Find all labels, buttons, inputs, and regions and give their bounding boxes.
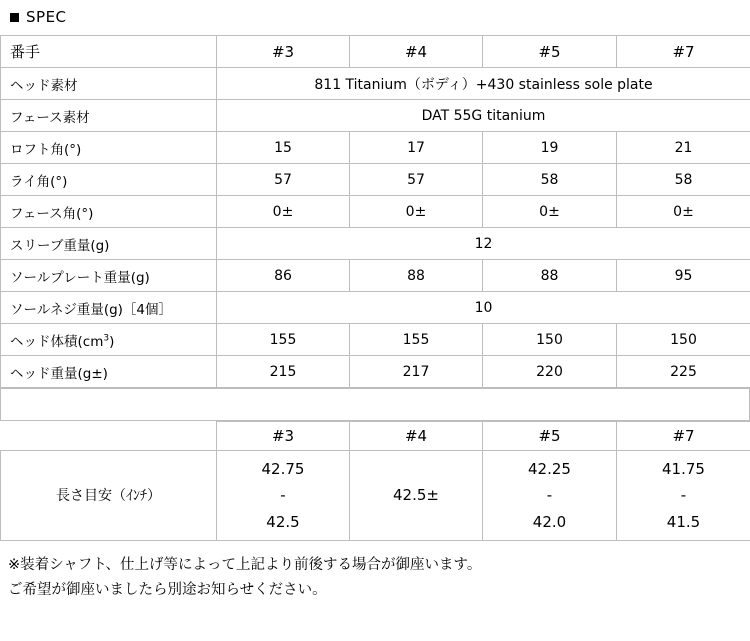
- length-header-row: [1, 422, 750, 451]
- row-label-superscript: 3: [103, 333, 110, 343]
- cell: 220: [483, 356, 617, 388]
- length-line: 42.0: [532, 512, 567, 531]
- row-label-tail: ): [109, 333, 115, 350]
- spacer: [1, 389, 750, 421]
- length-line: -: [546, 486, 553, 505]
- row-label: ロフト角(°): [1, 132, 217, 164]
- cell: 15: [217, 132, 350, 164]
- cell: 88: [350, 260, 483, 292]
- column-header-7: #7: [617, 36, 750, 68]
- row-label: [1, 324, 217, 356]
- length-cell-3: [217, 451, 350, 541]
- column-header-3: #3: [217, 36, 350, 68]
- cell: 88: [483, 260, 617, 292]
- column-header-label: 番手: [1, 36, 217, 68]
- length-line: 42.75: [261, 460, 305, 478]
- length-cell-7: [617, 451, 750, 541]
- cell: 58: [483, 164, 617, 196]
- row-label: フェース角(°): [1, 196, 217, 228]
- row-value-merged: DAT 55G titanium: [217, 100, 750, 132]
- length-line: 41.75: [662, 460, 705, 478]
- length-line: 41.5: [666, 512, 701, 531]
- table-row: [1, 68, 750, 100]
- note-line: ※装着シャフト、仕上げ等によって上記より前後する場合が御座います。: [8, 556, 482, 573]
- row-label-text: ヘッド体積(cm: [10, 333, 104, 350]
- row-label: ヘッド重量(g±): [1, 356, 217, 388]
- length-value-row: [1, 451, 750, 541]
- cell: 21: [617, 132, 750, 164]
- cell: 95: [617, 260, 750, 292]
- table-row: [1, 324, 750, 356]
- row-label: ソールプレート重量(g): [1, 260, 217, 292]
- note-line: ご希望が御座いましたら別途お知らせください。: [8, 582, 327, 599]
- row-label: フェース素材: [1, 100, 217, 132]
- table-row: [1, 292, 750, 324]
- cell: 19: [483, 132, 617, 164]
- cell: 57: [217, 164, 350, 196]
- cell: 58: [617, 164, 750, 196]
- length-column-header-3: #3: [217, 422, 350, 451]
- notes-section: [0, 541, 750, 604]
- spec-heading: [0, 0, 750, 35]
- table-row: [1, 164, 750, 196]
- cell: 150: [483, 324, 617, 356]
- column-header-4: #4: [350, 36, 483, 68]
- length-line: -: [680, 486, 687, 505]
- table-row: [1, 100, 750, 132]
- cell: 0±: [217, 196, 350, 228]
- length-line: 42.5±: [393, 486, 439, 505]
- page-title: SPEC: [26, 8, 67, 26]
- empty-corner-cell: [1, 422, 217, 451]
- cell: 150: [617, 324, 750, 356]
- table-row: [1, 260, 750, 292]
- square-marker-icon: [10, 13, 19, 22]
- cell: 57: [350, 164, 483, 196]
- cell: 0±: [483, 196, 617, 228]
- cell: 17: [350, 132, 483, 164]
- cell: 217: [350, 356, 483, 388]
- row-value-merged: 10: [217, 292, 750, 324]
- length-cell-4: [350, 451, 483, 541]
- length-table: [0, 421, 750, 541]
- length-line: -: [280, 486, 286, 505]
- column-header-5: #5: [483, 36, 617, 68]
- row-label: スリーブ重量(g): [1, 228, 217, 260]
- row-value-merged: 12: [217, 228, 750, 260]
- row-label: ライ角(°): [1, 164, 217, 196]
- length-column-header-5: #5: [483, 422, 617, 451]
- cell: 86: [217, 260, 350, 292]
- length-row-label: 長さ目安（ｲﾝﾁ）: [1, 451, 217, 541]
- table-gap: [0, 388, 750, 421]
- cell: 155: [350, 324, 483, 356]
- cell: 215: [217, 356, 350, 388]
- row-label: ヘッド素材: [1, 68, 217, 100]
- cell: 155: [217, 324, 350, 356]
- spec-table: [0, 35, 750, 388]
- cell: 225: [617, 356, 750, 388]
- table-row: [1, 228, 750, 260]
- row-label: ソールネジ重量(g)［4個］: [1, 292, 217, 324]
- row-value-merged: 811 Titanium（ボディ）+430 stainless sole plate: [217, 68, 750, 100]
- table-row: [1, 132, 750, 164]
- length-line: 42.5: [266, 512, 300, 531]
- table-row: [1, 196, 750, 228]
- table-row: [1, 356, 750, 388]
- length-cell-5: [483, 451, 617, 541]
- length-column-header-7: #7: [617, 422, 750, 451]
- length-line: 42.25: [528, 460, 571, 478]
- cell: 0±: [617, 196, 750, 228]
- cell: 0±: [350, 196, 483, 228]
- length-column-header-4: #4: [350, 422, 483, 451]
- table-header-row: [1, 36, 750, 68]
